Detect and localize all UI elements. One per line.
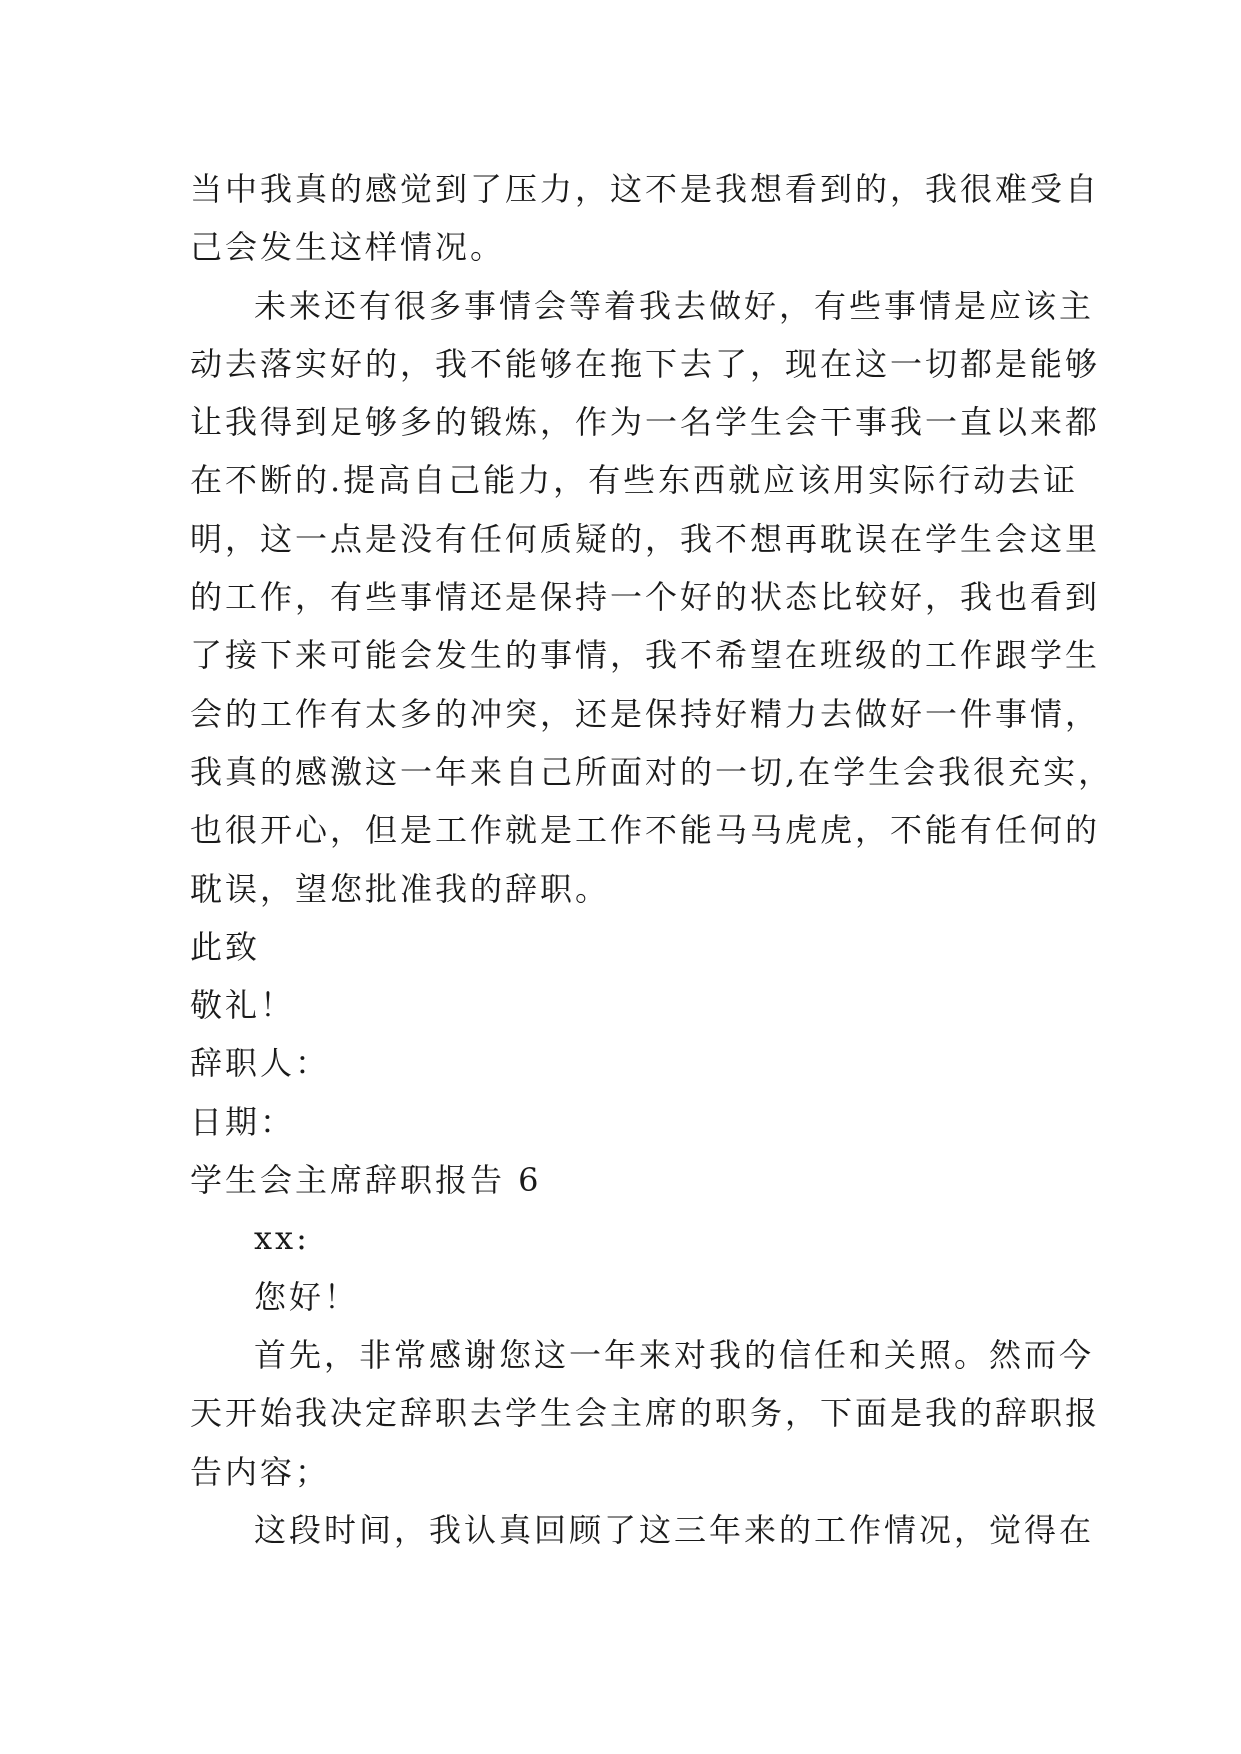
greeting-line: 您好！: [254, 1277, 360, 1316]
paragraph-start-line: 这段时间，我认真回顾了这三年来的工作情况，觉得在: [254, 1510, 1095, 1549]
text-line: 也很开心，但是工作就是工作不能马马虎虎，不能有任何的: [190, 811, 1101, 850]
text-line: 告内容；: [190, 1452, 331, 1491]
document-body: [190, 160, 1114, 1559]
text-line: 会的工作有太多的冲突，还是保持好精力去做好一件事情，: [190, 694, 1101, 733]
paragraph-start-line: 首先，非常感谢您这一年来对我的信任和关照。然而今: [254, 1335, 1095, 1374]
date-label: 日期：: [190, 1102, 296, 1141]
paragraph-start-line: 未来还有很多事情会等着我去做好，有些事情是应该主: [254, 286, 1095, 325]
text-line: 当中我真的感觉到了压力，这不是我想看到的，我很难受自: [190, 170, 1101, 208]
closing-regards: 敬礼！: [190, 986, 296, 1025]
text-line: 明，这一点是没有任何质疑的，我不想再耽误在学生会这里: [190, 519, 1101, 558]
text-line: 天开始我决定辞职去学生会主席的职务，下面是我的辞职报: [190, 1394, 1101, 1433]
text-line: 的工作，有些事情还是保持一个好的状态比较好，我也看到: [190, 578, 1101, 617]
text-line: 让我得到足够多的锻炼，作为一名学生会干事我一直以来都: [190, 403, 1101, 442]
text-line: 在不断的.提高自己能力，有些东西就应该用实际行动去证: [190, 461, 1079, 500]
recipient-line: xx:: [254, 1219, 310, 1258]
signature-label: 辞职人：: [190, 1044, 331, 1083]
text-line: 耽误，望您批准我的辞职。: [190, 869, 611, 908]
section-title: 学生会主席辞职报告 6: [190, 1161, 542, 1200]
closing-salutation: 此致: [190, 927, 261, 966]
text-line: 动去落实好的，我不能够在拖下去了，现在这一切都是能够: [190, 344, 1101, 383]
text-line: 我真的感激这一年来自己所面对的一切,在学生会我很充实，: [190, 752, 1114, 791]
text-line: 了接下来可能会发生的事情，我不希望在班级的工作跟学生: [190, 636, 1101, 675]
text-line: 己会发生这样情况。: [190, 228, 506, 267]
